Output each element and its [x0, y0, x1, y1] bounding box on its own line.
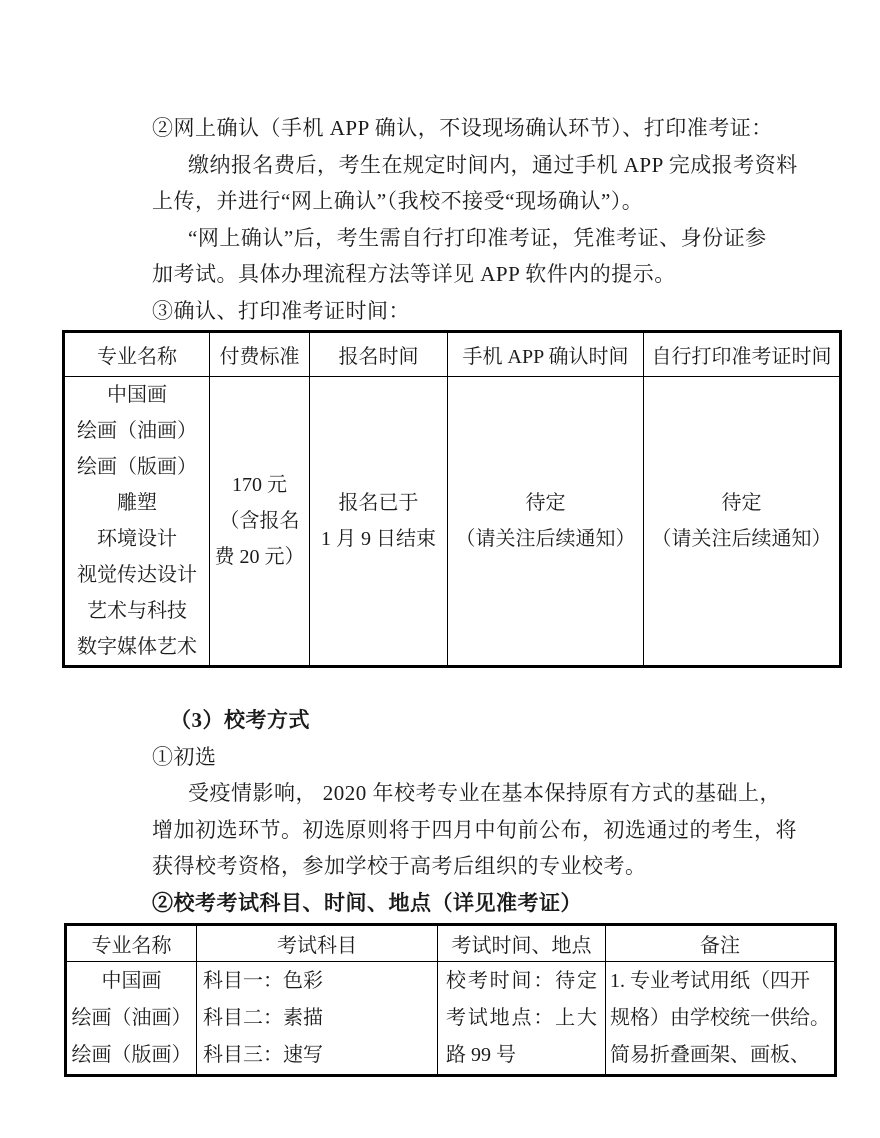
preselect-body-line-3: 获得校考资格，参加学校于高考后组织的专业校考。 — [152, 854, 647, 878]
fee-table-body-row — [64, 377, 841, 667]
preselect-body-line-2: 增加初选环节。初选原则将于四月中旬前公布，初选通过的考生，将 — [152, 817, 797, 842]
fee-cell-majors: 中国画 绘画（油画） 绘画（版画） 雕塑 环境设计 视觉传达设计 艺术与科技 数字媒体艺术 — [64, 377, 210, 667]
exam-header-major: 专业名称 — [66, 925, 197, 962]
exam-cell-notes: 1. 专业考试用纸（四开 规格）由学校统一供给。 简易折叠画架、画板、 — [606, 962, 836, 1076]
fee-table-header-row — [64, 332, 841, 377]
exam-table-body-row — [66, 962, 836, 1076]
fee-header-print-time: 自行打印准考证时间 — [644, 332, 841, 377]
fee-header-app-confirm-time: 手机 APP 确认时间 — [448, 332, 644, 377]
exam-header-time-place: 考试时间、地点 — [438, 925, 606, 962]
fee-cell-print-time: 待定 （请关注后续通知） — [644, 377, 841, 667]
online-confirm-body-line-2: 上传，并进行“网上确认”（我校不接受“现场确认”）。 — [152, 189, 644, 213]
exam-cell-subjects: 科目一：色彩 科目二：素描 科目三：速写 — [197, 962, 438, 1076]
exam-header-subjects: 考试科目 — [197, 925, 438, 962]
fee-cell-app-confirm-time: 待定 （请关注后续通知） — [448, 377, 644, 667]
confirm-print-time-heading: ③确认、打印准考证时间： — [152, 298, 410, 323]
online-confirm-body-line-1: 缴纳报名费后，考生在规定时间内，通过手机 APP 完成报考资料 — [188, 152, 798, 177]
fee-header-fee: 付费标准 — [210, 332, 310, 377]
online-confirm-heading: ②网上确认（手机 APP 确认，不设现场确认环节）、打印准考证： — [152, 116, 773, 140]
exam-table-header-row — [66, 925, 836, 962]
fee-cell-fee: 170 元 （含报名 费 20 元） — [210, 377, 310, 667]
fee-cell-signup-time: 报名已于 1 月 9 日结束 — [310, 377, 448, 667]
exam-method-section — [152, 702, 832, 921]
preselect-body-line-1: 受疫情影响， 2020 年校考专业在基本保持原有方式的基础上， — [188, 781, 781, 805]
exam-method-heading: （3）校考方式 — [170, 708, 310, 732]
exam-cell-majors: 中国画 绘画（油画） 绘画（版画） — [66, 962, 197, 1076]
online-confirm-body-line-3: “网上确认”后，考生需自行打印准考证，凭准考证、身份证参 — [188, 225, 767, 250]
fee-schedule-table — [62, 330, 842, 668]
exam-subjects-heading: ②校考考试科目、时间、地点（详见准考证） — [152, 890, 582, 915]
exam-header-notes: 备注 — [606, 925, 836, 962]
fee-header-signup-time: 报名时间 — [310, 332, 448, 377]
exam-cell-time-place: 校考时间：待定 考试地点：上大 路 99 号 — [438, 962, 606, 1076]
preselect-heading: ①初选 — [152, 744, 217, 769]
exam-schedule-table — [64, 923, 837, 1077]
fee-header-major: 专业名称 — [64, 332, 210, 377]
online-confirm-body-line-4: 加考试。具体办理流程方法等详见 APP 软件内的提示。 — [152, 262, 676, 286]
online-confirm-section — [152, 110, 832, 329]
